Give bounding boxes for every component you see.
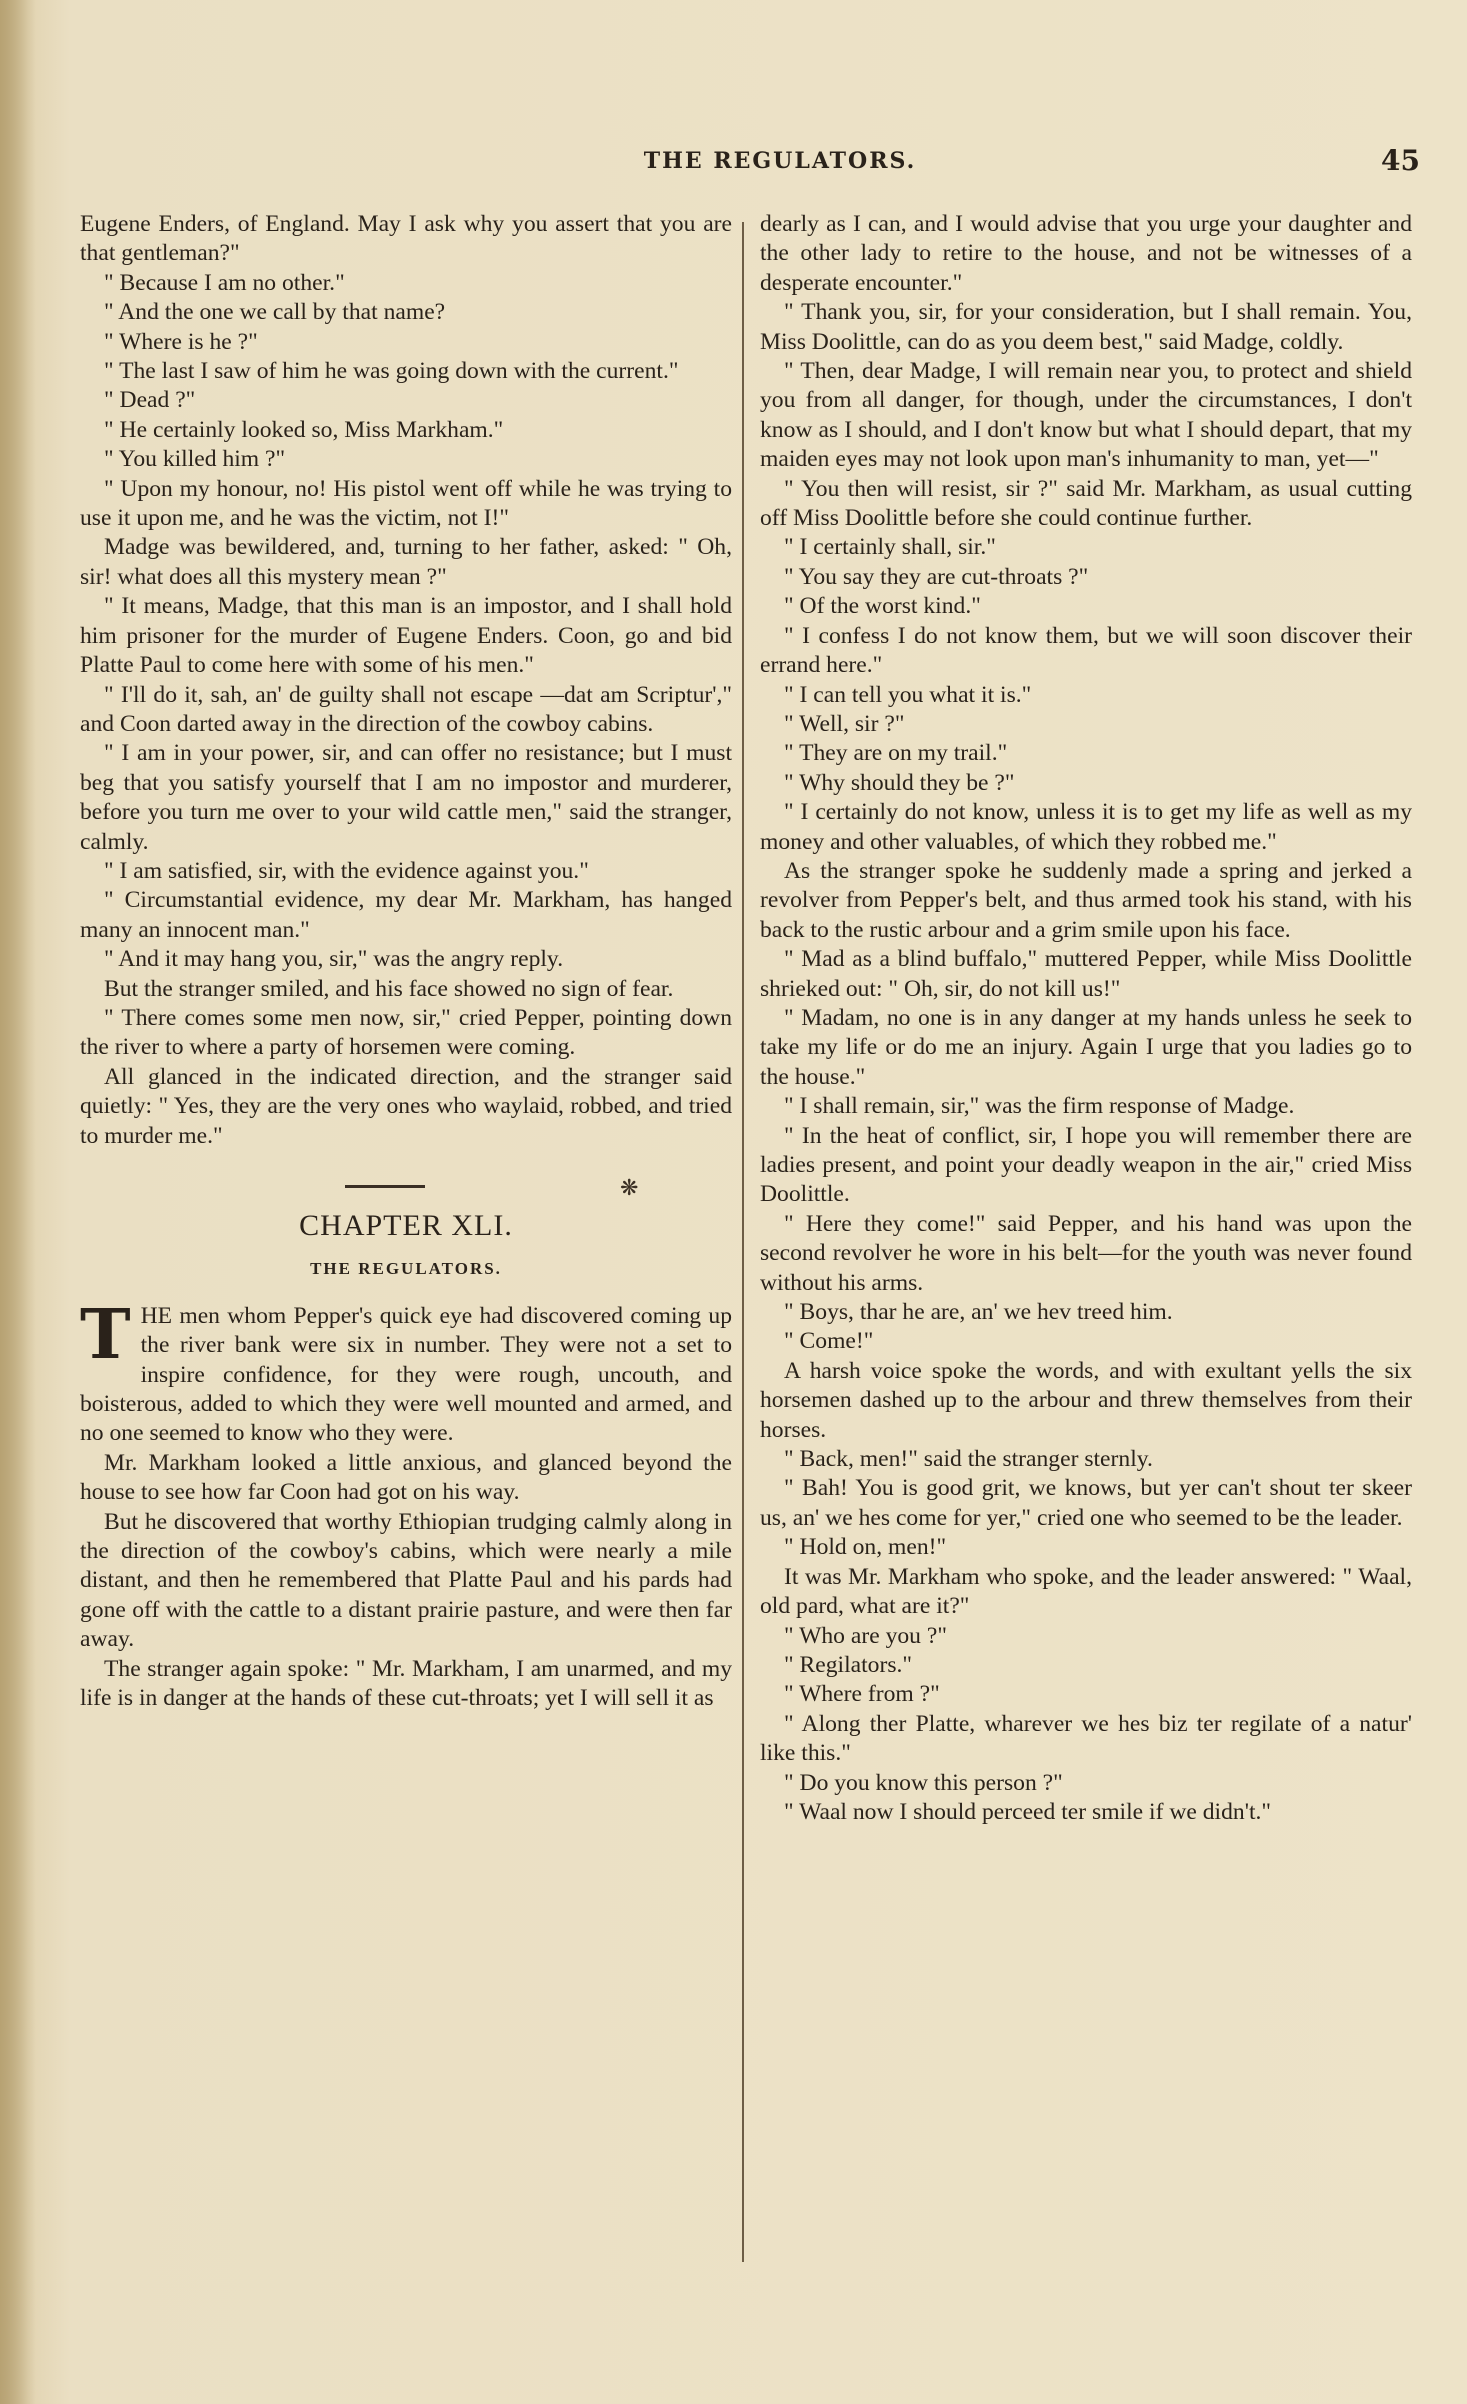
paragraph: " You killed him ?" [104,446,286,473]
paragraph: " I am in your power, sir, and can offer no resistance; but I must beg that you satisfy yourself that I am no impostor and murderer, before you turn me over to your wild cattle men," said the stranger, calmly. [80,740,732,855]
paragraph: " Regilators." [784,1651,913,1678]
paragraph: " I shall remain, sir," was the firm response of Madge. [784,1093,1295,1120]
paragraph: " He certainly looked so, Miss Markham." [104,416,504,443]
paragraph: Madge was bewildered, and, turning to her father, asked: " Oh, sir! what does all this mystery mean ?" [80,534,732,590]
paragraph: As the stranger spoke he suddenly made a spring and jerked a revolver from Pepper's belt, and thus armed took his stand, with his back to the rustic arbour and a grim smile upon his face. [760,857,1412,943]
paragraph: " I certainly shall, sir." [784,534,996,561]
paragraph: " I can tell you what it is." [784,681,1032,708]
paragraph: " Of the worst kind." [784,593,981,620]
paragraph: " The last I saw of him he was going down with the current." [104,358,679,385]
paragraph: " I certainly do not know, unless it is to get my life as well as my money and other valuables, of which they robbed me." [760,799,1412,855]
paragraph: Mr. Markham looked a little anxious, and glanced beyond the house to see how far Coon had got on his way. [80,1449,732,1506]
right-column [760,210,1412,1827]
paragraph: " Circumstantial evidence, my dear Mr. Markham, has hanged many an innocent man." [80,887,732,943]
page-number: 45 [1381,144,1420,177]
paragraph: But he discovered that worthy Ethiopian trudging calmly along in the direction of the cowboy's cabins, which were nearly a mile distant, and then he remembered that Platte Paul and his pards had gone off with the cattle to a distant prairie pasture, and were then far away. [80,1508,732,1653]
left-column [80,210,732,1714]
paragraph: " Come!" [784,1328,874,1355]
chapter-title: CHAPTER XLI. [299,1209,513,1242]
running-title: THE REGULATORS. [643,148,917,174]
paragraph: All glanced in the indicated direction, and the stranger said quietly: " Yes, they are the very ones who waylaid, robbed, and tried to murder me." [80,1063,732,1149]
paragraph: " There comes some men now, sir," cried Pepper, pointing down the river to where a party of horsemen were coming. [80,1004,732,1061]
paragraph: " In the heat of conflict, sir, I hope you will remember there are ladies present, and point your deadly weapon in the air," cried Miss Doolittle. [760,1122,1412,1208]
chapter-opening-paragraph [80,1294,732,1449]
paragraph: " Along ther Platte, wharever we hes biz ter regilate of a natur' like this." [760,1710,1412,1767]
paragraph: " I confess I do not know them, but we will soon discover their errand here." [760,622,1412,679]
column-divider [742,222,744,2262]
paragraph: " Hold on, men!" [784,1534,947,1561]
ink-spot-icon: ❋ [620,1175,639,1200]
spine-stain [0,0,36,2404]
paragraph: " Well, sir ?" [784,710,905,737]
paragraph: It was Mr. Markham who spoke, and the leader answered: " Waal, old pard, what are it?" [760,1563,1412,1620]
paragraph: dearly as I can, and I would advise that you urge your daughter and the other lady to retire to the house, and not be witnesses of a desperate encounter." [760,211,1412,296]
paragraph: " Waal now I should perceed ter smile if we didn't." [784,1798,1272,1825]
paragraph: " And it may hang you, sir," was the angry reply. [104,946,564,973]
paragraph: " And the one we call by that name? [104,299,446,326]
paragraph: " Dead ?" [104,387,196,414]
drop-cap: T [80,1294,131,1375]
paragraph: " Back, men!" said the stranger sternly. [784,1446,1153,1473]
paragraph: " Bah! You is good grit, we knows, but yer can't shout ter skeer us, an' we hes come for yer," cried one who seemed to be the leader. [760,1475,1412,1531]
paragraph: " Boys, thar he are, an' we hev treed him. [784,1299,1173,1326]
page-header [80,144,1420,188]
paragraph: " You then will resist, sir ?" said Mr. Markham, as usual cutting off Miss Doolittle before she could continue further. [760,475,1412,532]
paragraph: Eugene Enders, of England. May I ask why you assert that you are that gentleman?" [80,211,732,267]
paragraph: " Because I am no other." [104,269,345,296]
paragraph: " Thank you, sir, for your consideration, but I shall remain. You, Miss Doolittle, can do as you deem best," said Madge, coldly. [760,299,1412,355]
paragraph: " I'll do it, sah, an' de guilty shall not escape —dat am Scriptur'," and Coon darted away in the direction of the cowboy cabins. [80,681,732,737]
paragraph: " Where from ?" [784,1681,940,1708]
section-separator [80,1175,732,1200]
paragraph: " Then, dear Madge, I will remain near you, to protect and shield you from all danger, for though, under the circumstances, I don't know as I should, and I don't know but what I should depart, that my maiden eyes may not look upon man's inhumanity to man, yet—" [760,358,1412,473]
paragraph: " You say they are cut-throats ?" [784,563,1089,590]
paragraph: " Mad as a blind buffalo," muttered Pepper, while Miss Doolittle shrieked out: " Oh, sir, do not kill us!" [760,946,1412,1002]
separator-rule [345,1185,425,1188]
paragraph: " It means, Madge, that this man is an impostor, and I shall hold him prisoner for the murder of Eugene Enders. Coon, go and bid Platte Paul to come here with some of his men." [80,593,732,679]
paragraph: " They are on my trail." [784,740,1008,767]
paragraph-text: HE men whom Pepper's quick eye had discovered coming up the river bank were six in number. They were not a set to inspire confidence, for they were rough, uncouth, and boisterous, added to which they were well mounted and armed, and no one seemed to know who they were. [80,1302,732,1447]
paragraph: But the stranger smiled, and his face showed no sign of fear. [104,975,674,1002]
chapter-subtitle: THE REGULATORS. [310,1259,502,1279]
paragraph: A harsh voice spoke the words, and with exultant yells the six horsemen dashed up to the arbour and threw themselves from their horses. [760,1357,1412,1443]
paragraph: " Upon my honour, no! His pistol went off while he was trying to use it upon me, and he was the victim, not I!" [80,475,732,532]
paragraph: " Do you know this person ?" [784,1769,1063,1796]
paragraph: " I am satisfied, sir, with the evidence against you." [104,857,589,884]
paragraph: " Madam, no one is in any danger at my hands unless he seek to take my life or do me an injury. Again I urge that you ladies go to the house." [760,1004,1412,1090]
paragraph: " Who are you ?" [784,1622,947,1649]
paragraph: " Here they come!" said Pepper, and his hand was upon the second revolver he wore in his belt—for the youth was never found without his arms. [760,1210,1412,1296]
paragraph: " Where is he ?" [104,328,258,355]
paragraph: " Why should they be ?" [784,769,1015,796]
paragraph: The stranger again spoke: " Mr. Markham, I am unarmed, and my life is in danger at the hands of these cut-throats; yet I will sell it as [80,1655,732,1712]
